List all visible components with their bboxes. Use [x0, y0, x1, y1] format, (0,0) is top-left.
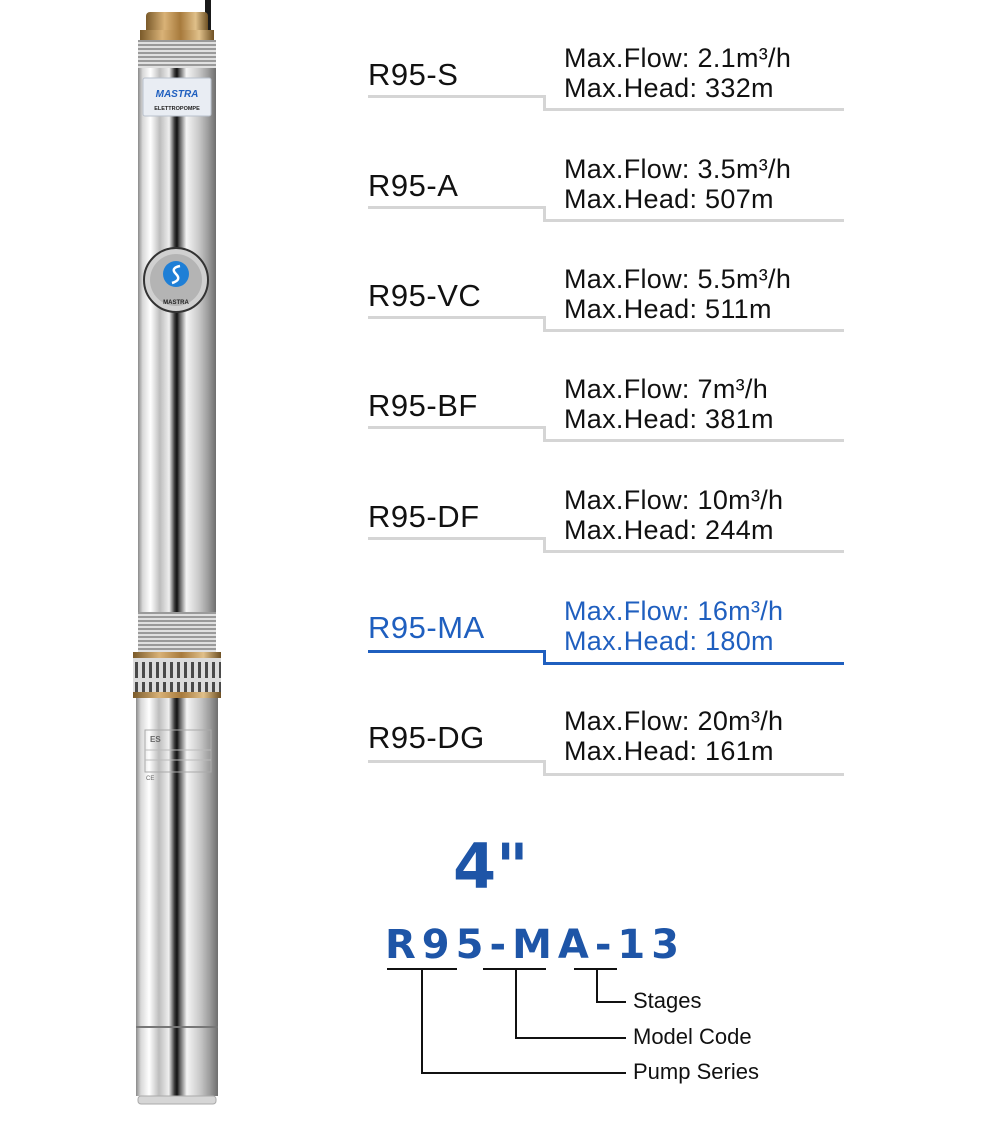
- max-head: Max.Head: 511m: [564, 294, 772, 324]
- connector-model: [515, 968, 517, 1039]
- max-head: Max.Head: 332m: [564, 73, 774, 103]
- connector-model: [515, 1037, 626, 1039]
- model-name: R95-DG: [368, 720, 485, 755]
- max-flow: Max.Flow: 10m³/h: [564, 485, 784, 515]
- divider: [368, 426, 545, 429]
- max-flow: Max.Flow: 7m³/h: [564, 374, 769, 404]
- legend-pump-series: Pump Series: [633, 1059, 759, 1084]
- divider: [543, 773, 844, 776]
- legend-model-code: Model Code: [633, 1024, 752, 1049]
- divider: [543, 439, 844, 442]
- max-head: Max.Head: 180m: [564, 626, 774, 656]
- pump-image: [0, 0, 330, 1140]
- max-head: Max.Head: 161m: [564, 736, 774, 766]
- divider: [368, 760, 545, 763]
- brand-label: [143, 78, 211, 116]
- max-flow: Max.Flow: 2.1m³/h: [564, 43, 792, 73]
- divider: [543, 329, 844, 332]
- svg-text:MASTRA: MASTRA: [163, 300, 189, 306]
- max-head: Max.Head: 381m: [564, 404, 774, 434]
- model-name: R95-A: [368, 168, 459, 203]
- svg-text:CE: CE: [146, 776, 155, 782]
- connector-stages: [596, 968, 598, 1002]
- model-row-r95-s[interactable]: [368, 45, 844, 155]
- model-name: R95-DF: [368, 499, 480, 534]
- connector-series: [421, 968, 423, 1073]
- divider: [368, 206, 545, 209]
- intake-grille: [133, 658, 221, 692]
- divider: [543, 108, 844, 111]
- model-code: R95-MA-13: [385, 922, 686, 968]
- divider: [543, 219, 844, 222]
- max-flow: Max.Flow: 16m³/h: [564, 596, 784, 626]
- model-name: R95-S: [368, 57, 459, 92]
- max-head: Max.Head: 244m: [564, 515, 774, 545]
- max-flow: Max.Flow: 5.5m³/h: [564, 264, 792, 294]
- model-name: R95-BF: [368, 388, 478, 423]
- max-flow: Max.Flow: 20m³/h: [564, 706, 784, 736]
- legend-stages: Stages: [633, 988, 702, 1013]
- model-row-r95-vc[interactable]: [368, 266, 844, 376]
- pump-size-label: 4": [453, 830, 529, 903]
- max-flow: Max.Flow: 3.5m³/h: [564, 154, 792, 184]
- divider: [368, 95, 545, 98]
- model-row-r95-a[interactable]: [368, 156, 844, 266]
- badge-logo: [144, 248, 208, 312]
- model-name: R95-MA: [368, 610, 485, 645]
- svg-text:ES: ES: [150, 735, 161, 744]
- model-row-r95-ma[interactable]: [368, 598, 844, 708]
- connector-series: [421, 1072, 626, 1074]
- divider: [368, 316, 545, 319]
- max-head: Max.Head: 507m: [564, 184, 774, 214]
- divider: [543, 662, 844, 665]
- svg-text:ELETTROPOMPE: ELETTROPOMPE: [154, 106, 200, 112]
- model-row-r95-df[interactable]: [368, 487, 844, 597]
- divider: [543, 550, 844, 553]
- connector-stages: [596, 1001, 626, 1003]
- svg-text:MASTRA: MASTRA: [155, 89, 199, 100]
- divider: [368, 537, 545, 540]
- model-row-r95-dg[interactable]: [368, 708, 844, 818]
- divider: [368, 650, 545, 653]
- model-row-r95-bf[interactable]: [368, 376, 844, 486]
- model-name: R95-VC: [368, 278, 482, 313]
